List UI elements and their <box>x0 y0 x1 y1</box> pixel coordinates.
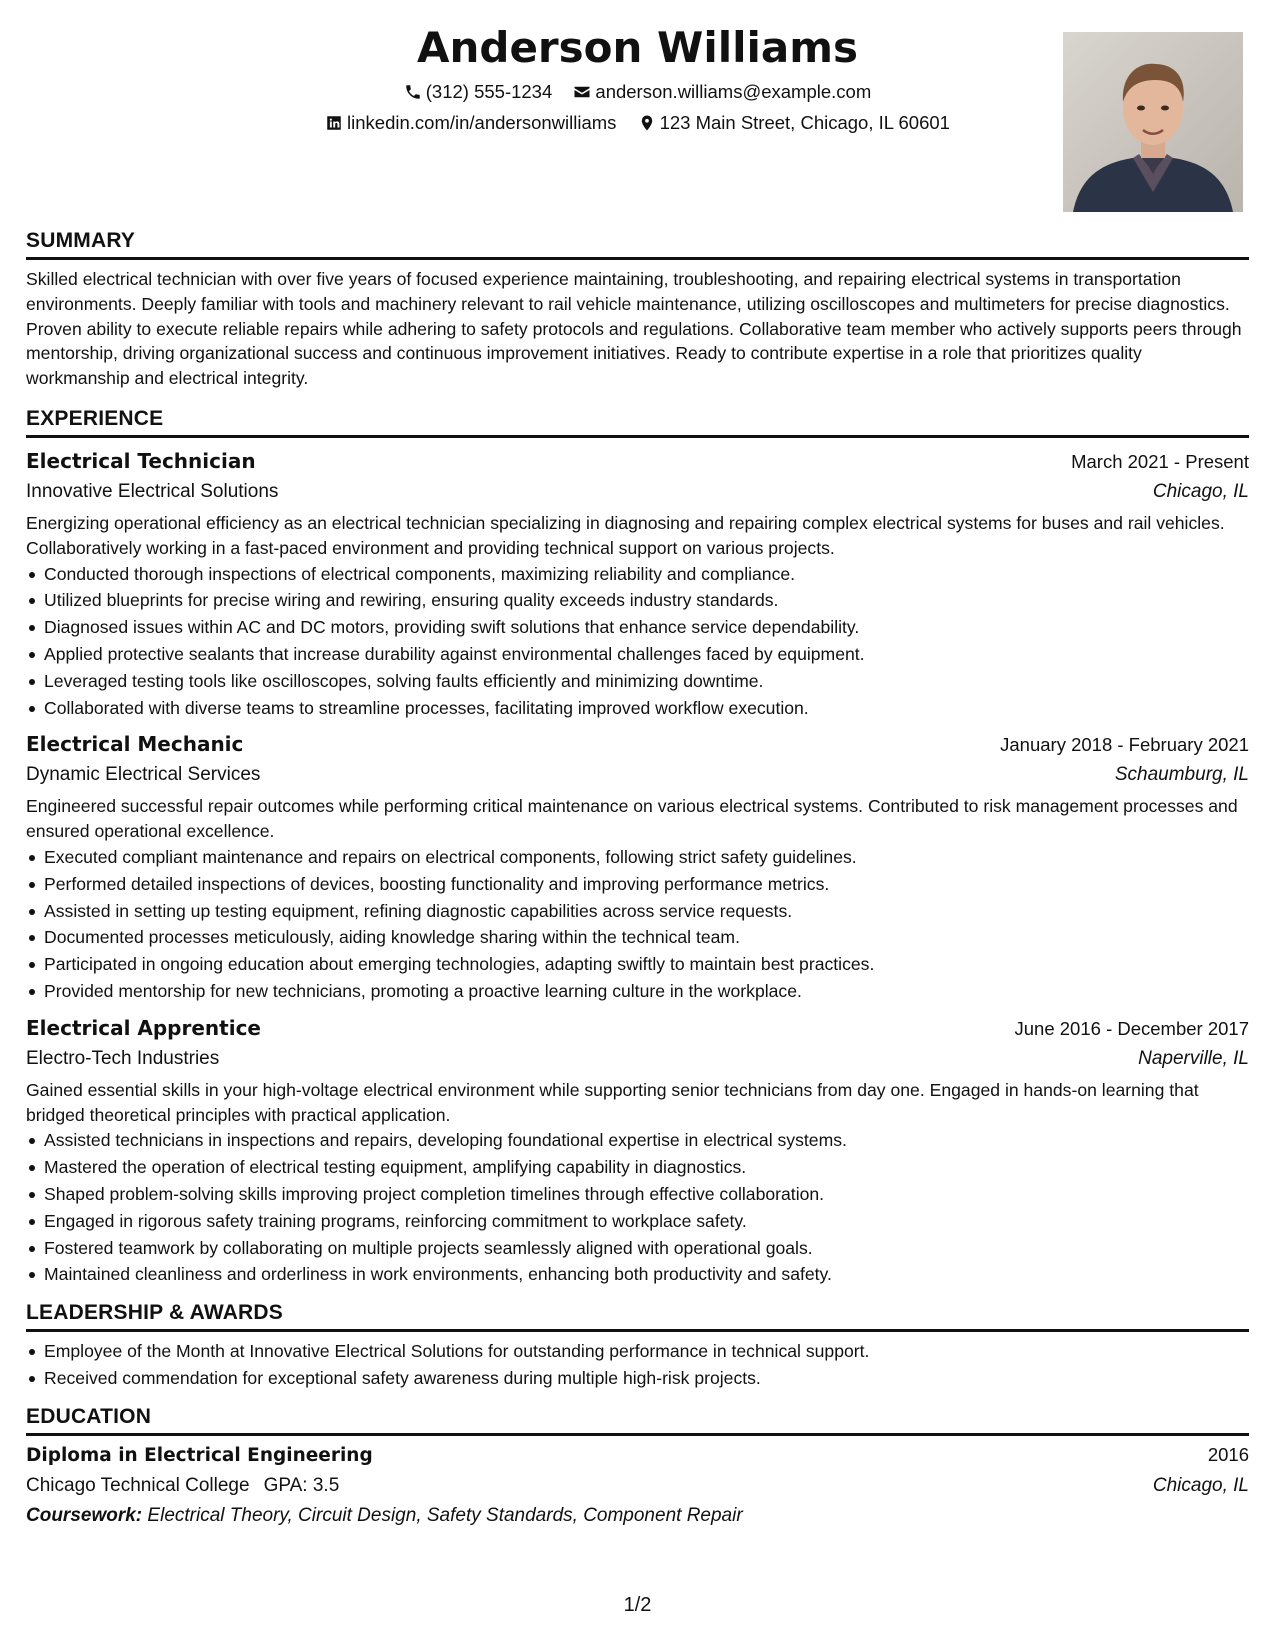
list-item: Mastered the operation of electrical testing equipment, amplifying capability in diagnostics. <box>44 1154 1249 1181</box>
job-entry <box>26 446 1249 721</box>
job-location: Schaumburg, IL <box>1114 764 1249 786</box>
resume-header <box>26 0 1249 220</box>
graduation-year: 2016 <box>1207 1443 1249 1465</box>
summary-section <box>26 228 1249 391</box>
job-title: Electrical Mechanic <box>26 732 244 757</box>
job-description: Engineered successful repair outcomes while performing critical maintenance on various electrical systems. Contributed to risk management processes and ensured operational excellence. <box>26 796 1238 842</box>
contact-address <box>638 110 950 136</box>
job-description: Gained essential skills in your high-voltage electrical environment while supporting senior technicians from day one. Engaged in hands-on learning that bridged theoretical principles with practical application. <box>26 1079 1199 1125</box>
list-item: Leveraged testing tools like oscilloscopes, solving faults efficiently and minimizing downtime. <box>44 668 1249 695</box>
experience-heading: EXPERIENCE <box>26 406 1249 438</box>
list-item: Participated in ongoing education about emerging technologies, adapting swiftly to maintain best practices. <box>44 951 1249 978</box>
coursework <box>26 1501 1249 1531</box>
list-item: Employee of the Month at Innovative Electrical Solutions for outstanding performance in technical support. <box>44 1338 1249 1365</box>
list-item: Assisted in setting up testing equipment, refining diagnostic capabilities across service requests. <box>44 898 1249 925</box>
job-location: Naperville, IL <box>1138 1047 1249 1069</box>
job-description: Energizing operational efficiency as an electrical technician specializing in diagnosing and repairing complex electrical systems for buses and rail vehicles. Collaboratively working in a fast-paced environment and providing technical support on various projects. <box>26 512 1225 558</box>
phone-number[interactable]: (312) 555-1234 <box>425 81 553 102</box>
job-title: Electrical Apprentice <box>26 1015 261 1040</box>
awards-list <box>26 1338 1249 1392</box>
job-title: Electrical Technician <box>26 448 256 473</box>
summary-text: Skilled electrical technician with over five years of focused experience maintaining, troubleshooting, and repairing electrical systems in transportation environments. Deeply familiar with tools and machinery relevant to rail vehicle maintenance, utilizing oscilloscopes and multimeters for precise diagnostics. Proven ability to execute reliable repairs while adhering to safety protocols and regulations. Collaborative team member who actively supports peers through mentorship, driving organizational success and continuous improvement initiatives. Ready to contribute expertise in a role that prioritizes quality workmanship and electrical integrity. <box>26 269 1242 389</box>
job-bullets <box>26 844 1249 1005</box>
job-dates: January 2018 - February 2021 <box>1000 734 1249 756</box>
list-item: Collaborated with diverse teams to streamline processes, facilitating improved workflow execution. <box>44 695 1249 722</box>
profile-photo <box>1063 32 1243 212</box>
list-item: Fostered teamwork by collaborating on multiple projects seamlessly aligned with operational goals. <box>44 1235 1249 1262</box>
job-company: Electro-Tech Industries <box>26 1047 220 1069</box>
list-item: Assisted technicians in inspections and repairs, developing foundational expertise in electrical systems. <box>44 1127 1249 1154</box>
linkedin-icon <box>325 114 343 132</box>
coursework-label: Coursework: <box>26 1504 143 1526</box>
awards-heading: LEADERSHIP & AWARDS <box>26 1300 1249 1332</box>
map-pin-icon <box>638 114 656 132</box>
contact-phone <box>404 79 553 105</box>
job-dates: June 2016 - December 2017 <box>1014 1017 1249 1039</box>
list-item: Provided mentorship for new technicians, promoting a proactive learning culture in the workplace. <box>44 978 1249 1005</box>
list-item: Applied protective sealants that increase durability against environmental challenges faced by equipment. <box>44 641 1249 668</box>
envelope-icon <box>573 83 591 101</box>
education-heading: EDUCATION <box>26 1404 1249 1436</box>
profile-photo-image <box>1063 32 1243 212</box>
awards-section <box>26 1300 1249 1392</box>
list-item: Maintained cleanliness and orderliness in work environments, enhancing both productivity and safety. <box>44 1261 1249 1288</box>
street-address: 123 Main Street, Chicago, IL 60601 <box>659 112 950 133</box>
list-item: Executed compliant maintenance and repairs on electrical components, following strict safety guidelines. <box>44 844 1249 871</box>
page-number: 1/2 <box>623 1594 652 1616</box>
email-address[interactable]: anderson.williams@example.com <box>595 81 872 102</box>
job-dates: March 2021 - Present <box>1071 450 1249 472</box>
list-item: Received commendation for exceptional safety awareness during multiple high-risk projects. <box>44 1365 1249 1392</box>
list-item: Conducted thorough inspections of electrical components, maximizing reliability and compliance. <box>44 561 1249 588</box>
education-section <box>26 1404 1249 1531</box>
job-location: Chicago, IL <box>1152 480 1249 502</box>
list-item: Performed detailed inspections of devices, boosting functionality and improving performance metrics. <box>44 871 1249 898</box>
summary-heading: SUMMARY <box>26 228 1249 260</box>
candidate-name: Anderson Williams <box>416 23 859 72</box>
job-bullets <box>26 561 1249 722</box>
linkedin-url[interactable]: linkedin.com/in/andersonwilliams <box>347 112 617 133</box>
school-name: Chicago Technical College <box>26 1474 250 1496</box>
contact-email <box>573 79 871 105</box>
school-location: Chicago, IL <box>1152 1474 1249 1496</box>
school-info <box>26 1471 339 1501</box>
job-entry <box>26 729 1249 1004</box>
list-item: Engaged in rigorous safety training programs, reinforcing commitment to workplace safety. <box>44 1208 1249 1235</box>
phone-icon <box>404 83 422 101</box>
experience-section <box>26 406 1249 1288</box>
contact-linkedin <box>325 110 616 136</box>
list-item: Shaped problem-solving skills improving project completion timelines through effective collaboration. <box>44 1181 1249 1208</box>
degree-title: Diploma in Electrical Engineering <box>26 1444 373 1466</box>
gpa: GPA: 3.5 <box>263 1474 340 1496</box>
job-company: Dynamic Electrical Services <box>26 764 261 786</box>
list-item: Documented processes meticulously, aiding knowledge sharing within the technical team. <box>44 924 1249 951</box>
job-entry <box>26 1013 1249 1288</box>
job-company: Innovative Electrical Solutions <box>26 480 279 502</box>
coursework-list: Electrical Theory, Circuit Design, Safety Standards, Component Repair <box>147 1504 743 1526</box>
list-item: Utilized blueprints for precise wiring and rewiring, ensuring quality exceeds industry standards. <box>44 587 1249 614</box>
list-item: Diagnosed issues within AC and DC motors, providing swift solutions that enhance service dependability. <box>44 614 1249 641</box>
job-bullets <box>26 1127 1249 1288</box>
